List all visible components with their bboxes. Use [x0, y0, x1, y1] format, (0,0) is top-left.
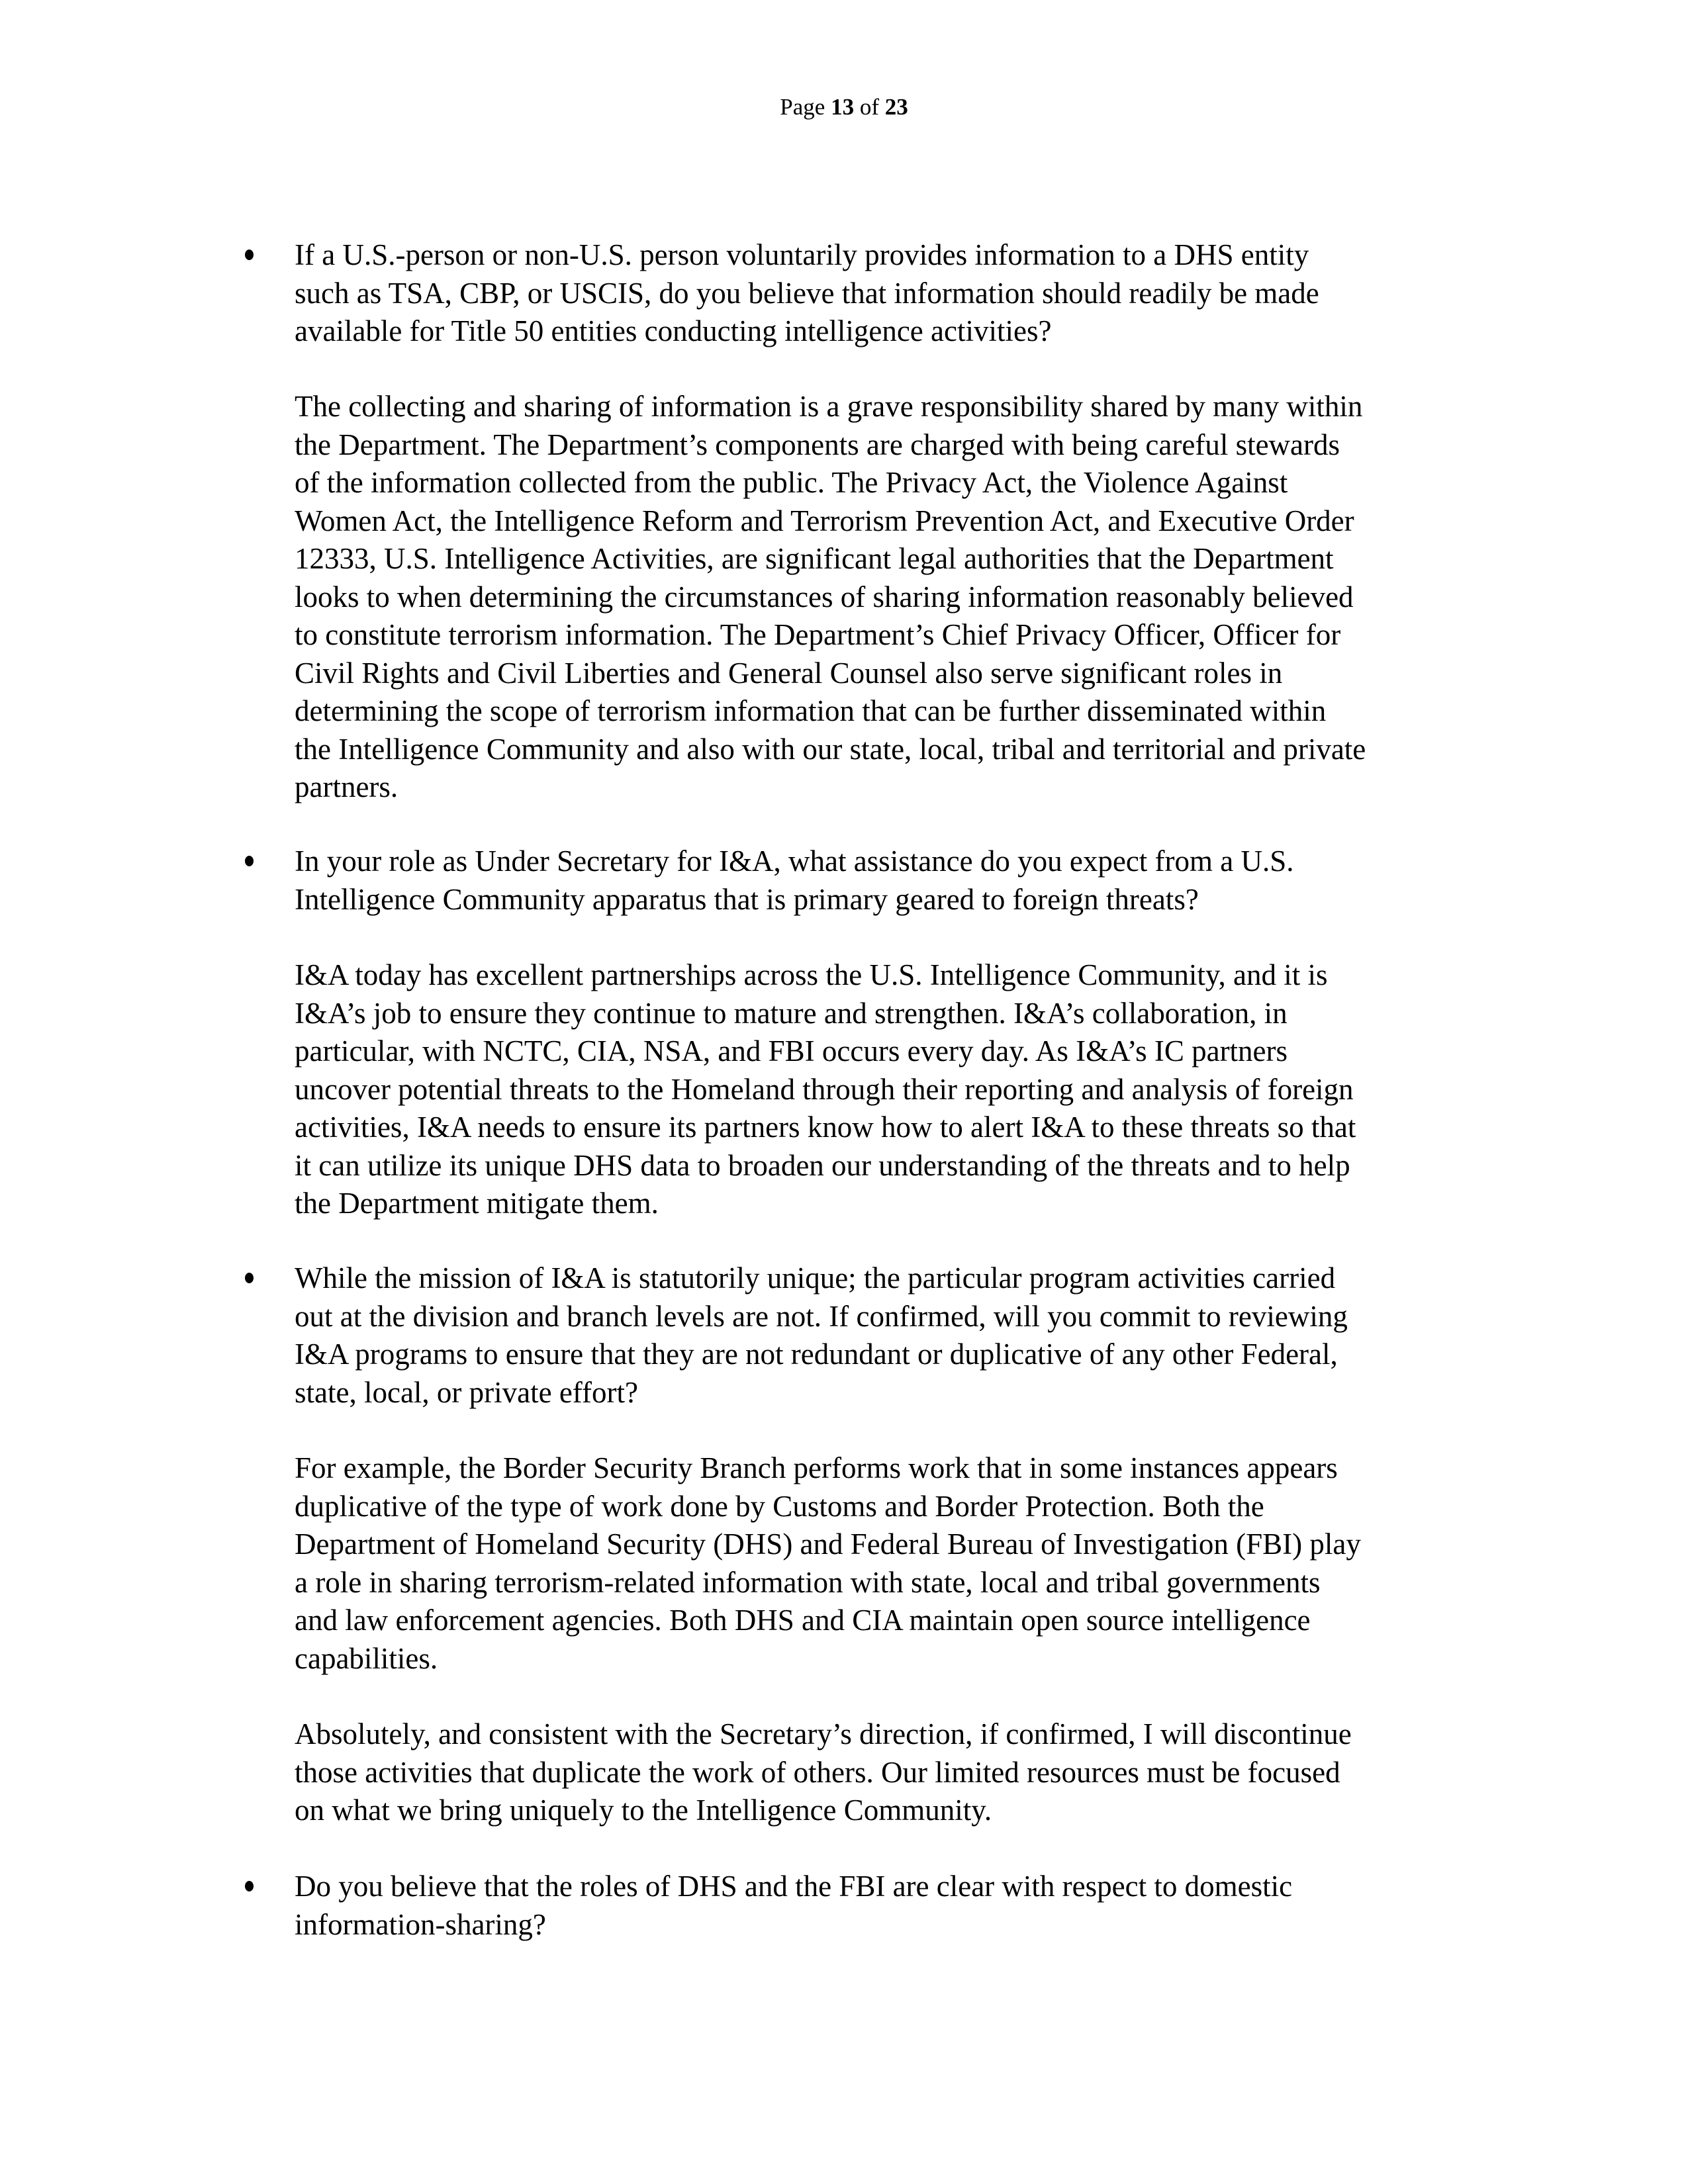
question-line: I&A programs to ensure that they are not redundant or duplicative of any other Federal, — [295, 1338, 1338, 1371]
question-line: In your role as Under Secretary for I&A, what assistance do you expect from a U.S. — [295, 844, 1294, 878]
question-line: While the mission of I&A is statutorily unique; the particular program activities carried — [295, 1261, 1336, 1295]
bullet-icon — [244, 842, 257, 856]
question-4 — [295, 1868, 1506, 1944]
answer-line: partners. — [295, 770, 399, 803]
answer-line: the Department mitigate them. — [295, 1187, 659, 1220]
question-2 — [295, 842, 1506, 919]
answer-line: the Intelligence Community and also with our state, local, tribal and territorial and private — [295, 732, 1366, 766]
answer-line: duplicative of the type of work done by Customs and Border Protection. Both the — [295, 1489, 1264, 1523]
answer-line: I&A’s job to ensure they continue to mature and strengthen. I&A’s collaboration, in — [295, 996, 1288, 1030]
current-page-number: 13 — [831, 94, 855, 120]
page-of-label: of — [859, 94, 879, 120]
page-number-header — [0, 94, 1688, 120]
question-line: Intelligence Community apparatus that is primary geared to foreign threats? — [295, 882, 1199, 916]
answer-line: a role in sharing terrorism-related information with state, local and tribal governments — [295, 1565, 1321, 1599]
bullet-icon — [244, 1259, 257, 1273]
answer-line: and law enforcement agencies. Both DHS and CIA maintain open source intelligence — [295, 1604, 1311, 1637]
answer-line: on what we bring uniquely to the Intelligence Community. — [295, 1794, 992, 1827]
answer-3 — [295, 1715, 1506, 1830]
answer-line: the Department. The Department’s components are charged with being careful stewards — [295, 428, 1340, 461]
answer-line: those activities that duplicate the work of others. Our limited resources must be focused — [295, 1755, 1340, 1789]
question-1 — [295, 236, 1506, 351]
answer-line: I&A today has excellent partnerships across the U.S. Intelligence Community, and it is — [295, 958, 1328, 991]
answer-line: looks to when determining the circumstances of sharing information reasonably believed — [295, 580, 1354, 614]
question-line: information-sharing? — [295, 1907, 546, 1941]
total-pages-number: 23 — [884, 94, 908, 120]
page-label: Page — [780, 94, 825, 120]
answer-line: Civil Rights and Civil Liberties and General Counsel also serve significant roles in — [295, 656, 1283, 690]
answer-line: activities, I&A needs to ensure its partners know how to alert I&A to these threats so that — [295, 1111, 1356, 1144]
answer-line: 12333, U.S. Intelligence Activities, are significant legal authorities that the Department — [295, 542, 1334, 575]
answer-line: to constitute terrorism information. The Department’s Chief Privacy Officer, Officer for — [295, 618, 1341, 651]
answer-line: Department of Homeland Security (DHS) and Federal Bureau of Investigation (FBI) play — [295, 1527, 1361, 1561]
answer-line: uncover potential threats to the Homeland through their reporting and analysis of foreign — [295, 1072, 1354, 1106]
question-line: state, local, or private effort? — [295, 1375, 638, 1409]
question-line: available for Title 50 entities conducting intelligence activities? — [295, 314, 1052, 347]
answer-line: of the information collected from the public. The Privacy Act, the Violence Against — [295, 466, 1288, 499]
answer-line: Absolutely, and consistent with the Secretary’s direction, if confirmed, I will discontinue — [295, 1717, 1352, 1751]
bullet-icon — [244, 236, 257, 250]
question-line: such as TSA, CBP, or USCIS, do you believe that information should readily be made — [295, 276, 1319, 310]
question-line: Do you believe that the roles of DHS and the FBI are clear with respect to domestic — [295, 1870, 1293, 1903]
question-3 — [295, 1259, 1506, 1412]
bullet-icon — [244, 1868, 257, 1881]
answer-line: determining the scope of terrorism information that can be further disseminated within — [295, 694, 1327, 727]
answer-line: particular, with NCTC, CIA, NSA, and FBI occurs every day. As I&A’s IC partners — [295, 1034, 1288, 1068]
question-line: If a U.S.-person or non-U.S. person voluntarily provides information to a DHS entity — [295, 238, 1309, 271]
answer-3-context — [295, 1449, 1506, 1678]
answer-line: The collecting and sharing of information is a grave responsibility shared by many within — [295, 390, 1363, 423]
answer-line: Women Act, the Intelligence Reform and Terrorism Prevention Act, and Executive Order — [295, 504, 1354, 537]
answer-2 — [295, 956, 1506, 1223]
answer-line: For example, the Border Security Branch performs work that in some instances appears — [295, 1451, 1338, 1484]
answer-line: it can utilize its unique DHS data to broaden our understanding of the threats and to help — [295, 1148, 1350, 1182]
question-line: out at the division and branch levels are not. If confirmed, will you commit to reviewing — [295, 1299, 1348, 1333]
answer-1 — [295, 388, 1506, 807]
answer-line: capabilities. — [295, 1641, 438, 1675]
